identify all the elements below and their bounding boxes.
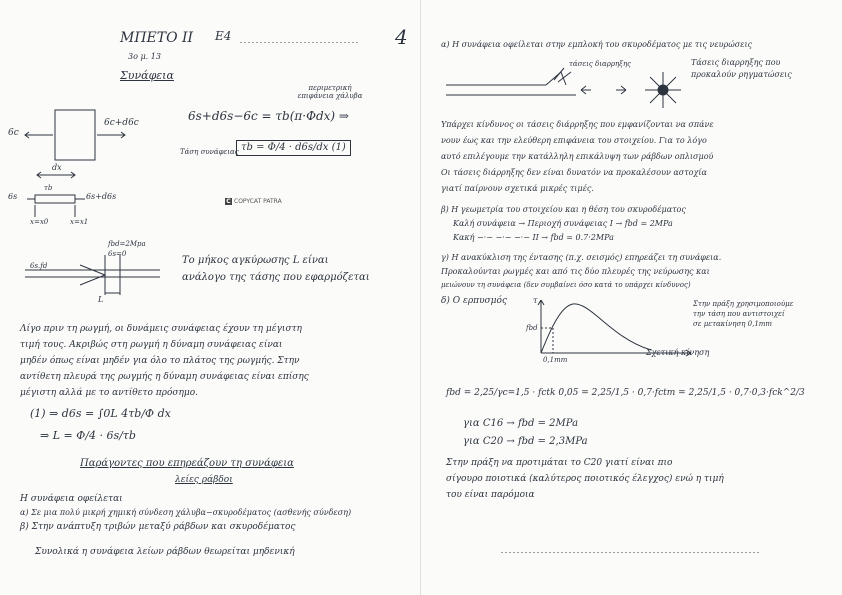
item-b-3: Κακή −·− −·− −·− ΙΙ → fbd = 0.7·2MPa xyxy=(453,233,614,242)
note-top: περιμετρική επιφάνεια χάλυβα xyxy=(297,84,363,101)
scribble-line xyxy=(240,42,360,43)
fig-d-xaxis: Σχετική κίνηση xyxy=(646,348,710,357)
right-page: α) Η συνάφεια οφείλεται στην εμπλοκή του σκυροδέματος με τις νευρώσεις τάσεις διαρρηξης Τάσεις διαρρηξης που προκαλούν ρηγματώσεις Υπάρχει κίνδυνος οι τάσεις διάρρηξης που εμφανίζονται να σπάνε νουν έως και την ελεύθερη επιφάνεια του στοιχείου. Για το λόγο αυτό επιλέγουμε την κατάλληλη επικάλυψη των ράβδων οπλισμού Οι τάσεις διάρρηξης δεν είναι δυνατόν να προκαλέσουν αστοχία γιατί παίρνουν σχετικά μικρές τιμές. β) Η γεωμετρία του στοιχείου και η θέση του σκυροδέματος Καλή συνάφεια → Περιοχή συνάφειας Ι → fbd = 2MPa Κακή −·− −·− −·− ΙΙ → fbd = 0.7·2MPa γ) Η ανακύκλιση της έντασης (π.χ. σεισμός) επηρεάζει τη συνάφεια. Προκαλούνται ρωγμές και από τις δύο πλευρές της νεύρωσης και μειώνουν τη συνάφεια (δεν συμβαίνει όσο κατά το υπάρχει κίνδυνος) δ) Ο ερπυσμός τ fbd 0,1mm Σχετική κίνηση Στην πράξη χρησιμοποιούμε την τάση που αντιστοιχεί σε μετακίνηση 0,1mm fbd = 2,25/γc=1,5 · fctk 0,05 = 2,25/1,5 · 0,7·fctm = 2,25/1,5 · 0,7·0,3·fck^2/3 για C16 → fbd = 2MPa για C20 → fbd = 2,3MPa Στην πράξη να προτιμάται το C20 γιατί είναι πιο σίγουρο ποιοτικά (καλύτερος ποιοτικός έλεγχος) ενώ η τιμή του είναι παρόμοια xyxy=(421,0,842,595)
fig1-bottom-left: 6s xyxy=(8,192,18,201)
subheading: 3ο μ. 13 xyxy=(128,52,161,61)
formula: fbd = 2,25/γc=1,5 · fctk 0,05 = 2,25/1,5 · 0,7·fctm = 2,25/1,5 · 0,7·0,3·fck^2/3 xyxy=(446,388,805,398)
anchorage-sketch xyxy=(20,245,170,305)
item-b-2: Καλή συνάφεια → Περιοχή συνάφειας Ι → fbd = 2MPa xyxy=(453,219,673,228)
fig-a-right-2: προκαλούν ρηγματώσεις xyxy=(691,70,792,79)
fig2-text-2: ανάλογο της τάσης που εφαρμόζεται xyxy=(182,272,370,283)
fig2-length: L xyxy=(98,295,104,304)
fig1-right-label: 6c+d6c xyxy=(104,118,139,128)
item-b-1: β) Η γεωμετρία του στοιχείου και η θέση του σκυροδέματος xyxy=(441,205,686,214)
rib-sketch xyxy=(446,60,676,110)
equation-1: 6s+d6s−6c = τb(π·Φdx) ⇒ xyxy=(188,109,349,123)
left-footer: Συνολικά η συνάφεια λείων ράβδων θεωρείται μηδενική xyxy=(35,547,295,557)
case-c16: για C16 → fbd = 2MPa xyxy=(463,418,579,429)
heading: ΜΠΕΤΟ ΙΙ xyxy=(120,30,194,46)
fig-a-right-1: Τάσεις διαρρηξης που xyxy=(691,58,781,67)
item-d: δ) Ο ερπυσμός xyxy=(441,296,507,306)
fig2-tag: 6s.fd xyxy=(30,262,48,270)
section-subtitle: λείες ράβδοι xyxy=(175,475,233,485)
equation-1b: τb = Φ/4 · d6s/dx (1) xyxy=(236,140,351,156)
item-c-2: Προκαλούνται ρωγμές και από τις δύο πλευρές της νεύρωσης και xyxy=(441,267,710,276)
topic: Συνάφεια xyxy=(120,69,174,82)
fig1-width-label: dx xyxy=(52,163,62,172)
case-c20: για C20 → fbd = 2,3MPa xyxy=(463,436,588,447)
item-c-3: μειώνουν τη συνάφεια (δεν συμβαίνει όσο κατά το υπάρχει κίνδυνος) xyxy=(441,281,691,289)
equation-2: (1) ⇒ d6s = ∫0L 4τb/Φ dx xyxy=(30,407,171,420)
tau-text: Τάση συνάφειας xyxy=(180,148,239,156)
item-a: α) Η συνάφεια οφείλεται στην εμπλοκή του σκυροδέματος με τις νευρώσεις xyxy=(441,40,753,49)
fig2-sigma-zero: 6s=0 xyxy=(108,250,127,258)
fig-d-fbd: fbd xyxy=(526,324,538,332)
fig1-x-right: x=x1 xyxy=(70,218,89,226)
left-page: ΜΠΕΤΟ ΙΙ Ε4 4 3ο μ. 13 Συνάφεια 6c 6c+d6c dx 6s 6s+d6s τb x=x0 x=x1 περιμετρική επιφάνεια χάλυβα 6s+d6s−6c = τb(π·Φdx) ⇒ Τάση συνάφειας τb = Φ/4 · d6s/dx (1) C COPYCAT PATRA fbd=2Mpa 6s=0 6s.fd L Το μήκος αγκύρωσης L είναι ανάλογο της τάσης που εφαρμόζεται Λίγο πριν τη ρωγμή, οι δυνάμεις συνάφειας έχουν τη μέγιστη τιμή τους. Ακριβώς στη ρωγμή η δύναμη συνάφειας είναι μηδέν όπως είναι μηδέν για όλο το πλάτος της ρωγμής. Στην αντίθετη πλευρά της ρωγμής η δύναμη συνάφειας είναι επίσης μέγιστη αλλά με το αντίθετο πρόσημο. (1) ⇒ d6s = ∫0L 4τb/Φ dx ⇒ L = Φ/4 · 6s/τb Παράγοντες που επηρεάζουν τη συνάφεια λείες ράβδοι Η συνάφεια οφείλεται α) Σε μια πολύ μικρή χημική σύνδεση χάλυβα−σκυροδέματος (ασθενής σύνδεση) β) Στην ανάπτυξη τριβών μεταξύ ράβδων και σκυροδέματος Συνολικά η συνάφεια λείων ράβδων θεωρείται μηδενική xyxy=(0,0,421,595)
fig1-x-left: x=x0 xyxy=(30,218,49,226)
bottom-scribble-line xyxy=(501,552,761,553)
fig1-left-label: 6c xyxy=(8,128,19,138)
fig2-text-1: Το μήκος αγκύρωσης L είναι xyxy=(182,255,329,266)
copycat-logo-icon: C xyxy=(226,198,231,205)
fig1-bottom-right: 6s+d6s xyxy=(86,192,117,201)
fig-d-x0: 0,1mm xyxy=(543,356,568,364)
fig2-fbd: fbd=2Mpa xyxy=(108,240,146,248)
fig-d-tau: τ xyxy=(533,296,538,305)
fig1-tau: τb xyxy=(44,184,53,192)
corner-number: 4 xyxy=(395,25,408,49)
section-title: Παράγοντες που επηρεάζουν τη συνάφεια xyxy=(80,458,294,469)
heading-tag: Ε4 xyxy=(215,29,232,43)
fig-a-small-label: τάσεις διαρρηξης xyxy=(569,60,632,68)
watermark: C COPYCAT PATRA xyxy=(226,198,282,205)
equation-3: ⇒ L = Φ/4 · 6s/τb xyxy=(40,429,136,442)
item-c-1: γ) Η ανακύκλιση της έντασης (π.χ. σεισμός) επηρεάζει τη συνάφεια. xyxy=(441,253,722,262)
